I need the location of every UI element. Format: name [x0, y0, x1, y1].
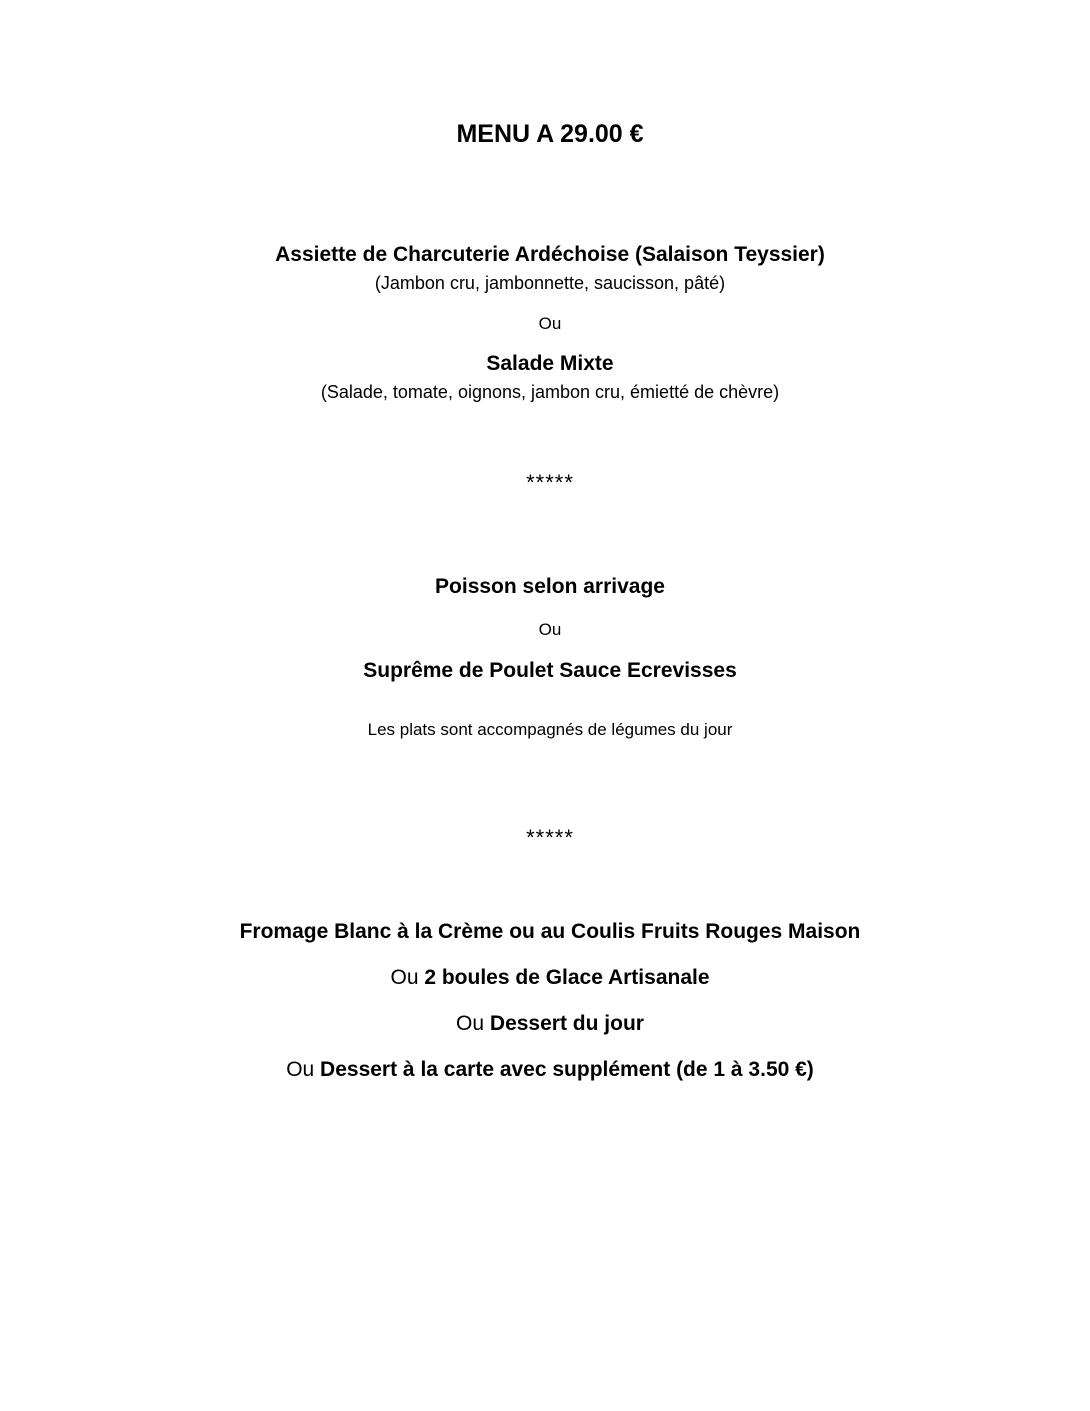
dessert-option-4-name: Dessert à la carte avec supplément (de 1 à 3.50 €)	[320, 1058, 814, 1081]
main-option-1: Poisson selon arrivage	[435, 575, 665, 598]
menu-title: MENU A 29.00 €	[456, 120, 644, 148]
starter-or: Ou	[538, 314, 562, 333]
dessert-option-2	[0, 966, 1090, 990]
dessert-option-3-name: Dessert du jour	[489, 1012, 644, 1035]
main-or: Ou	[538, 620, 562, 639]
main-note: Les plats sont accompagnés de légumes du jour	[367, 720, 733, 739]
dessert-or: Ou	[286, 1058, 321, 1081]
dessert-option-2-name: 2 boules de Glace Artisanale	[424, 966, 710, 989]
starter-option-2-description: (Salade, tomate, oignons, jambon cru, émietté de chèvre)	[320, 382, 780, 402]
dessert-option-3	[0, 1012, 1090, 1036]
dessert-option-1	[0, 920, 1090, 944]
dessert-or: Ou	[390, 966, 425, 989]
main-option-2: Suprême de Poulet Sauce Ecrevisses	[363, 659, 737, 682]
dessert-option-4	[0, 1058, 1090, 1082]
separator-1: *****	[526, 470, 574, 495]
starter-option-1-description: (Jambon cru, jambonnette, saucisson, pâté)	[374, 273, 726, 293]
dessert-or: Ou	[456, 1012, 490, 1035]
starter-option-1: Assiette de Charcuterie Ardéchoise (Salaison Teyssier)	[275, 243, 825, 266]
separator-2: *****	[526, 825, 574, 850]
starter-option-2: Salade Mixte	[486, 352, 614, 375]
dessert-option-1-name: Fromage Blanc à la Crème ou au Coulis Fruits Rouges Maison	[239, 920, 861, 943]
